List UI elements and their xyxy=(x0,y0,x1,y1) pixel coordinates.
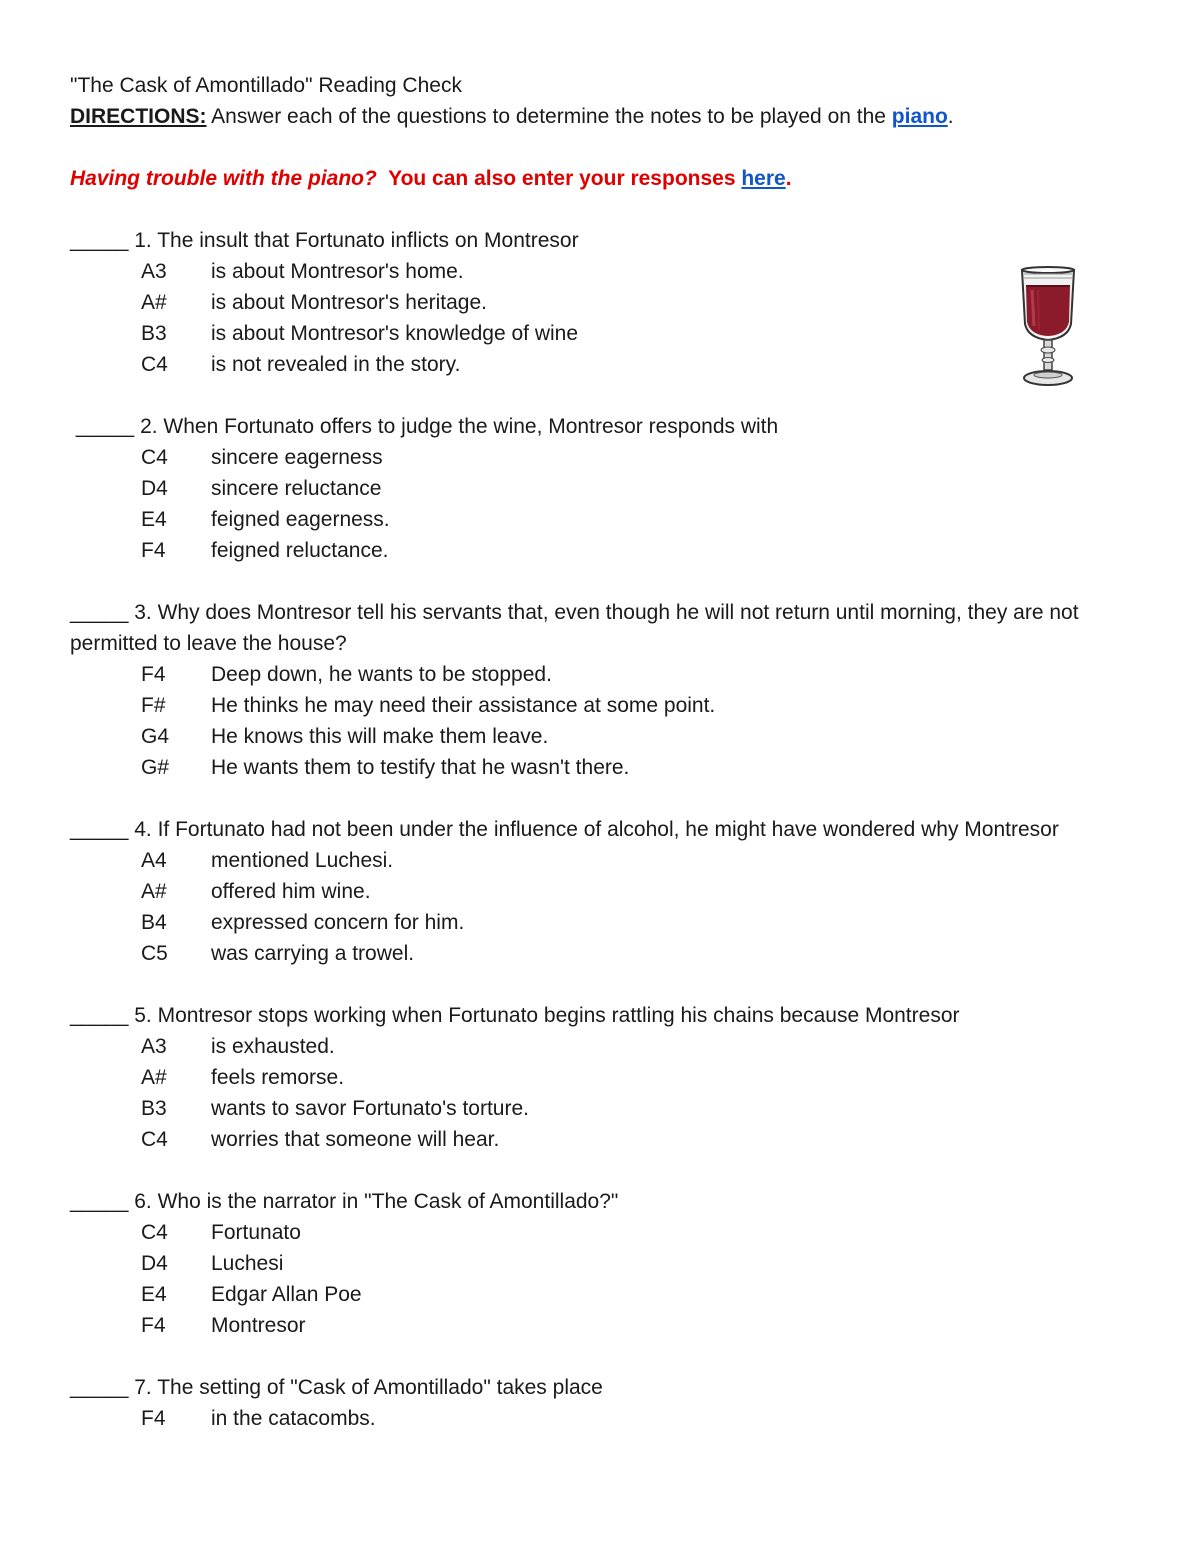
question-6 xyxy=(70,1186,1130,1341)
directions-text: Answer each of the questions to determine the notes to be played on the xyxy=(206,105,892,128)
answer-option xyxy=(70,1310,1130,1341)
option-text: is about Montresor's home. xyxy=(211,260,464,283)
note-label: C4 xyxy=(141,446,168,469)
option-text: Fortunato xyxy=(211,1221,301,1244)
trouble-text: You can also enter your responses xyxy=(376,167,742,190)
trouble-end: . xyxy=(785,167,792,190)
answer-option xyxy=(70,690,1130,721)
answer-option xyxy=(70,659,1130,690)
note-label: D4 xyxy=(141,477,168,500)
option-text: wants to savor Fortunato's torture. xyxy=(211,1097,529,1120)
note-label: A# xyxy=(141,880,167,903)
answer-option xyxy=(70,535,1130,566)
trouble-notice xyxy=(70,163,1130,194)
note-label: G4 xyxy=(141,725,170,748)
option-text: is about Montresor's heritage. xyxy=(211,291,487,314)
option-text: sincere reluctance xyxy=(211,477,382,500)
option-text: Edgar Allan Poe xyxy=(211,1283,362,1306)
note-label: C4 xyxy=(141,1128,168,1151)
answer-option xyxy=(70,845,1130,876)
worksheet-title: "The Cask of Amontillado" Reading Check xyxy=(70,74,462,97)
trouble-question: Having trouble with the piano? xyxy=(70,167,377,190)
directions-end: . xyxy=(947,105,954,128)
option-text: feigned eagerness. xyxy=(211,508,390,531)
note-label: B4 xyxy=(141,911,167,934)
note-label: A# xyxy=(141,291,167,314)
option-text: Deep down, he wants to be stopped. xyxy=(211,663,552,686)
wine-glass-icon xyxy=(1016,264,1080,392)
option-text: is exhausted. xyxy=(211,1035,335,1058)
answer-option xyxy=(70,876,1130,907)
note-label: F# xyxy=(141,694,166,717)
note-label: C4 xyxy=(141,1221,168,1244)
option-text: is about Montresor's knowledge of wine xyxy=(211,322,579,345)
answer-option xyxy=(70,473,1130,504)
note-label: E4 xyxy=(141,508,167,531)
piano-link[interactable]: piano xyxy=(891,105,948,128)
here-link[interactable]: here xyxy=(741,167,786,190)
option-text: He knows this will make them leave. xyxy=(211,725,549,748)
option-text: feigned reluctance. xyxy=(211,539,389,562)
answer-option xyxy=(70,938,1130,969)
question-text: _____ 7. The setting of "Cask of Amontillado" takes place xyxy=(70,1376,603,1399)
note-label: C4 xyxy=(141,353,168,376)
note-label: A4 xyxy=(141,849,167,872)
note-label: E4 xyxy=(141,1283,167,1306)
option-text: offered him wine. xyxy=(211,880,371,903)
answer-option xyxy=(70,442,1130,473)
answer-option xyxy=(70,1248,1130,1279)
option-text: He thinks he may need their assistance at some point. xyxy=(211,694,716,717)
option-text: Montresor xyxy=(211,1314,306,1337)
question-text: _____ 2. When Fortunato offers to judge the wine, Montresor responds with xyxy=(70,415,779,438)
question-text: _____ 5. Montresor stops working when Fortunato begins rattling his chains because Montresor xyxy=(70,1004,960,1027)
note-label: A3 xyxy=(141,1035,167,1058)
answer-option xyxy=(70,504,1130,535)
directions-label: DIRECTIONS: xyxy=(70,105,207,128)
question-text: _____ 3. Why does Montresor tell his servants that, even though he will not return until morning, they are not permitted to leave the house? xyxy=(70,601,1085,655)
question-text: _____ 6. Who is the narrator in "The Cask of Amontillado?" xyxy=(70,1190,619,1213)
question-3 xyxy=(70,597,1130,783)
option-text: in the catacombs. xyxy=(211,1407,376,1430)
answer-option xyxy=(70,1124,1130,1155)
worksheet xyxy=(70,70,1130,1434)
note-label: B3 xyxy=(141,322,167,345)
answer-option xyxy=(70,1031,1130,1062)
note-label: G# xyxy=(141,756,170,779)
question-4 xyxy=(70,814,1130,969)
note-label: F4 xyxy=(141,1314,166,1337)
option-text: Luchesi xyxy=(211,1252,284,1275)
answer-option xyxy=(70,721,1130,752)
question-list xyxy=(70,225,1130,1434)
note-label: F4 xyxy=(141,1407,166,1430)
option-text: He wants them to testify that he wasn't there. xyxy=(211,756,630,779)
question-text: _____ 1. The insult that Fortunato inflicts on Montresor xyxy=(70,229,579,252)
option-text: was carrying a trowel. xyxy=(211,942,415,965)
question-text: _____ 4. If Fortunato had not been under the influence of alcohol, he might have wondered why Montresor xyxy=(70,818,1059,841)
option-text: is not revealed in the story. xyxy=(211,353,461,376)
answer-option xyxy=(70,1403,1130,1434)
answer-option xyxy=(70,1217,1130,1248)
note-label: D4 xyxy=(141,1252,168,1275)
answer-option xyxy=(70,256,1130,287)
answer-option xyxy=(70,287,1130,318)
option-text: worries that someone will hear. xyxy=(211,1128,500,1151)
answer-option xyxy=(70,752,1130,783)
question-1 xyxy=(70,225,1130,380)
note-label: A# xyxy=(141,1066,167,1089)
question-5 xyxy=(70,1000,1130,1155)
answer-option xyxy=(70,349,1130,380)
option-text: sincere eagerness xyxy=(211,446,383,469)
note-label: A3 xyxy=(141,260,167,283)
question-2 xyxy=(70,411,1130,566)
option-text: expressed concern for him. xyxy=(211,911,465,934)
note-label: F4 xyxy=(141,663,166,686)
answer-option xyxy=(70,1062,1130,1093)
option-text: mentioned Luchesi. xyxy=(211,849,394,872)
option-text: feels remorse. xyxy=(211,1066,345,1089)
answer-option xyxy=(70,1093,1130,1124)
directions xyxy=(70,101,1130,132)
note-label: B3 xyxy=(141,1097,167,1120)
question-7 xyxy=(70,1372,1130,1434)
answer-option xyxy=(70,907,1130,938)
answer-option xyxy=(70,318,1130,349)
note-label: C5 xyxy=(141,942,168,965)
note-label: F4 xyxy=(141,539,166,562)
answer-option xyxy=(70,1279,1130,1310)
